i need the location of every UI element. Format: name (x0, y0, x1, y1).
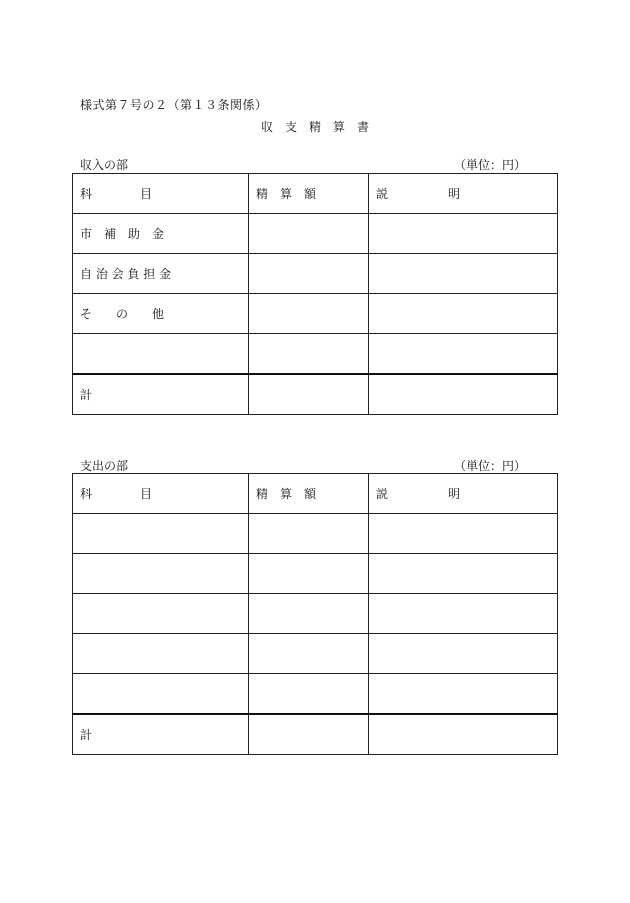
table-row (73, 554, 558, 594)
total-amount-cell[interactable] (249, 374, 369, 415)
header-amount: 精 算 額 (249, 174, 369, 214)
table-row (73, 634, 558, 674)
amount-cell[interactable] (249, 674, 369, 715)
table-row (73, 214, 558, 254)
income-unit-label: （単位：円） (453, 158, 526, 172)
item-cell[interactable] (73, 514, 249, 554)
table-header-row (73, 174, 558, 214)
table-row (73, 594, 558, 634)
amount-cell[interactable] (249, 634, 369, 674)
item-cell[interactable] (73, 594, 249, 634)
total-note-cell[interactable] (369, 714, 558, 755)
note-cell[interactable] (369, 634, 558, 674)
total-row (73, 714, 558, 755)
note-cell[interactable] (369, 674, 558, 715)
expense-table (72, 473, 558, 755)
item-cell[interactable] (73, 334, 249, 375)
total-label: 計 (73, 374, 249, 415)
form-reference: 様式第７号の２（第１３条関係） (80, 98, 268, 112)
table-header-row (73, 474, 558, 514)
note-cell[interactable] (369, 254, 558, 294)
total-note-cell[interactable] (369, 374, 558, 415)
income-section-label: 収入の部 (80, 158, 129, 172)
header-note: 説 明 (369, 474, 558, 514)
note-cell[interactable] (369, 294, 558, 334)
expense-section-label: 支出の部 (80, 459, 129, 473)
note-cell[interactable] (369, 594, 558, 634)
header-amount: 精 算 額 (249, 474, 369, 514)
header-item: 科 目 (73, 174, 249, 214)
amount-cell[interactable] (249, 554, 369, 594)
total-label: 計 (73, 714, 249, 755)
amount-cell[interactable] (249, 254, 369, 294)
table-row (73, 294, 558, 334)
note-cell[interactable] (369, 554, 558, 594)
table-row (73, 334, 558, 375)
amount-cell[interactable] (249, 594, 369, 634)
note-cell[interactable] (369, 334, 558, 375)
income-table (72, 173, 558, 415)
item-cell[interactable] (73, 634, 249, 674)
total-amount-cell[interactable] (249, 714, 369, 755)
header-note: 説 明 (369, 174, 558, 214)
table-row (73, 674, 558, 715)
table-row (73, 514, 558, 554)
note-cell[interactable] (369, 214, 558, 254)
item-cell: そ の 他 (73, 294, 249, 334)
item-cell: 市 補 助 金 (73, 214, 249, 254)
total-row (73, 374, 558, 415)
amount-cell[interactable] (249, 514, 369, 554)
item-cell[interactable] (73, 554, 249, 594)
amount-cell[interactable] (249, 214, 369, 254)
header-item: 科 目 (73, 474, 249, 514)
item-cell: 自 治 会 負 担 金 (73, 254, 249, 294)
table-row (73, 254, 558, 294)
document-title: 収 支 精 算 書 (260, 120, 369, 134)
amount-cell[interactable] (249, 334, 369, 375)
note-cell[interactable] (369, 514, 558, 554)
amount-cell[interactable] (249, 294, 369, 334)
item-cell[interactable] (73, 674, 249, 715)
expense-unit-label: （単位：円） (453, 459, 526, 473)
